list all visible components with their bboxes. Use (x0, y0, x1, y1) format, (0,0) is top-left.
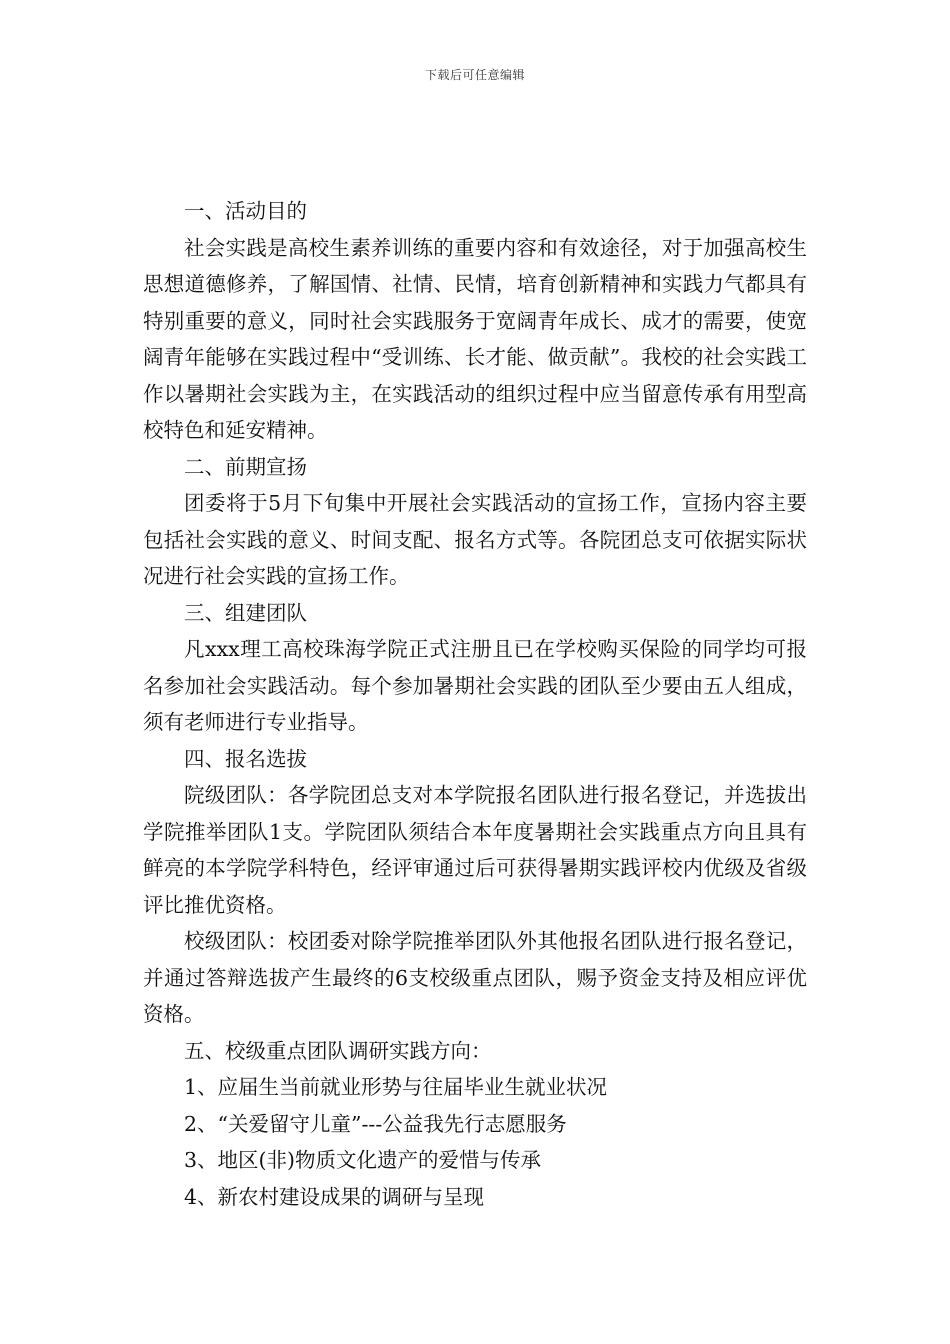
list-item: 1、应届生当前就业形势与往届毕业生就业状况 (184, 1075, 608, 1099)
section-heading-2: 二、前期宣扬 (184, 454, 307, 479)
document-body (143, 193, 807, 1215)
section-heading-4: 四、报名选拔 (184, 746, 307, 771)
section-1-paragraph: 社会实践是高校生素养训练的重要内容和有效途径，对于加强高校生思想道德修养，了解国情、社情、民情，培育创新精神和实践力气都具有特别重要的意义，同时社会实践服务于宽阔青年成长、成才的需要，使宽阔青年能够在实践过程中“受训练、长才能、做贡献”。我校的社会实践工作以暑期社会实践为主，在实践活动的组织过程中应当留意传承有用型高校特色和延安精神。 (143, 235, 807, 442)
section-3-paragraph: 凡xxx理工高校珠海学院正式注册且已在学校购买保险的同学均可报名参加社会实践活动。每个参加暑期社会实践的团队至少要由五人组成，须有老师进行专业指导。 (143, 637, 807, 734)
list-item: 4、新农村建设成果的调研与呈现 (184, 1184, 485, 1209)
section-heading-3: 三、组建团队 (184, 600, 307, 625)
section-heading-5: 五、校级重点团队调研实践方向： (184, 1038, 492, 1063)
section-heading-1: 一、活动目的 (184, 199, 307, 223)
page-header: 下载后可任意编辑 (424, 68, 525, 82)
section-4-paragraph-school: 校级团队：校团委对除学院推举团队外其他报名团队进行报名登记，并通过答辩选拔产生最终的6支校级重点团队，赐予资金支持及相应评优资格。 (143, 929, 807, 1026)
section-4-paragraph-college: 院级团队：各学院团总支对本学院报名团队进行报名登记，并选拔出学院推举团队1支。学院团队须结合本年度暑期社会实践重点方向且具有鲜亮的本学院学科特色，经评审通过后可获得暑期实践评校内优级及省级评比推优资格。 (143, 783, 807, 917)
section-2-paragraph: 团委将于5月下旬集中开展社会实践活动的宣扬工作，宣扬内容主要包括社会实践的意义、时间支配、报名方式等。各院团总支可依据实际状况进行社会实践的宣扬工作。 (143, 491, 807, 588)
list-item: 3、地区(非)物质文化遗产的爱惜与传承 (184, 1148, 542, 1172)
list-item: 2、“关爱留守儿童”---公益我先行志愿服务 (184, 1111, 567, 1136)
